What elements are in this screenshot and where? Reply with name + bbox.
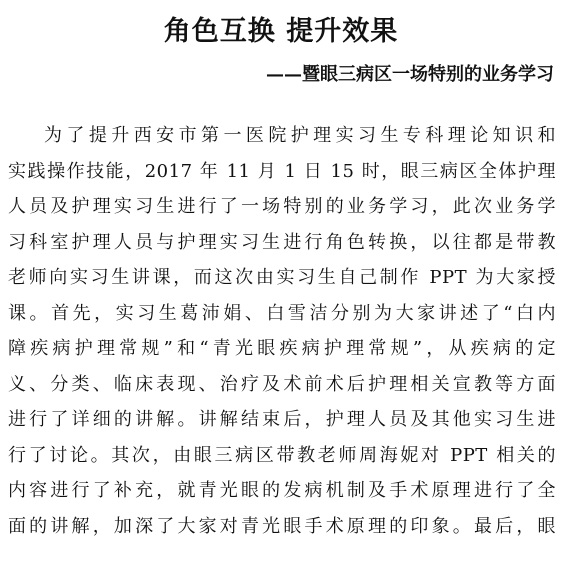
paragraph-line: 进行了详细的讲解。讲解结束后，护理人员及其他实习生进 — [8, 409, 556, 430]
paragraph-line: 习科室护理人员与护理实习生进行角色转换，以往都是带教 — [8, 231, 556, 253]
paragraph-line: 行了讨论。其次，由眼三病区带教老师周海妮对 PPT 相关的 — [8, 444, 556, 466]
paragraph-line: 为了提升西安市第一医院护理实习生专科理论知识和 — [44, 125, 556, 146]
paragraph-line: 内容进行了补充，就青光眼的发病机制及手术原理进行了全 — [8, 480, 556, 501]
paragraph-line: 人员及护理实习生进行了一场特别的业务学习，此次业务学 — [8, 196, 556, 217]
paragraph-line: 障疾病护理常规”和“青光眼疾病护理常规”，从疾病的定 — [8, 338, 556, 359]
document-title: 角色互换 提升效果 — [163, 16, 399, 47]
paragraph-line: 实践操作技能，2017 年 11 月 1 日 15 时，眼三病区全体护理 — [8, 160, 556, 182]
paragraph-line: 老师向实习生讲课，而这次由实习生自己制作 PPT 为大家授 — [8, 267, 556, 288]
document-body — [8, 118, 556, 544]
paragraph-line: 义、分类、临床表现、治疗及术前术后护理相关宣教等方面 — [8, 373, 556, 395]
paragraph-line: 课。首先，实习生葛沛娟、白雪洁分别为大家讲述了“白内 — [8, 302, 556, 324]
document-subtitle: ——暨眼三病区一场特别的业务学习 — [266, 64, 554, 85]
paragraph-line: 面的讲解，加深了大家对青光眼手术原理的印象。最后，眼 — [8, 515, 556, 537]
